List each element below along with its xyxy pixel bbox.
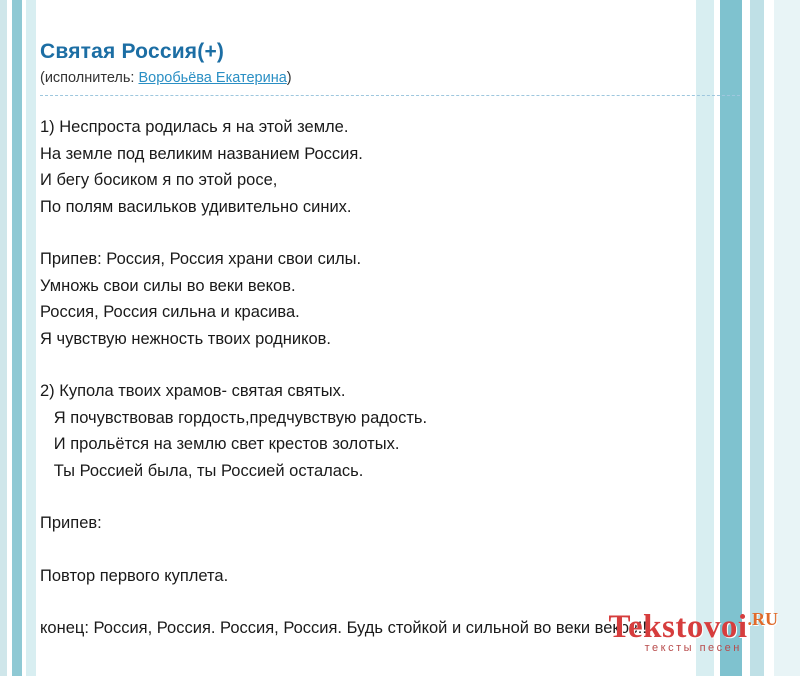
lyric-line: конец: Россия, Россия. Россия, Россия. Будь стойкой и сильной во веки веков!! (40, 619, 647, 637)
lyric-line (40, 484, 770, 510)
lyric-line: Я чувствую нежность твоих родников. (40, 329, 332, 348)
lyric-line: Я почувствовав гордость,предчувствую радость. (40, 408, 428, 427)
performer-prefix-label: (исполнитель: (40, 70, 139, 86)
lyric-line (40, 352, 770, 378)
lyric-line: 1) Неспроста родилась я на этой земле. (40, 118, 349, 136)
lyric-line: Россия, Россия сильна и красива. (40, 303, 300, 321)
lyric-line: Умножь свои силы во веки веков. (40, 276, 296, 295)
lyric-line: Повтор первого куплета. (40, 566, 229, 585)
lyric-line (40, 537, 770, 563)
performer-line (40, 70, 740, 96)
watermark-name-text: Tekstovoi (608, 609, 748, 645)
decor-stripe (0, 0, 7, 676)
lyric-line: 2) Купола твоих храмов- святая святых. (40, 382, 346, 400)
lyric-line: И бегу босиком я по этой росе, (40, 171, 278, 189)
decor-stripe (26, 0, 36, 676)
lyrics-body (40, 114, 770, 642)
performer-link[interactable]: Воробьёва Екатерина (138, 70, 287, 86)
performer-suffix-label: ) (286, 70, 292, 86)
decor-stripe (774, 0, 800, 676)
lyric-line: На земле под великим названием Россия. (40, 144, 363, 163)
watermark-name (609, 602, 778, 644)
decorative-stripes-left (0, 0, 36, 676)
lyric-line: Ты Россией была, ты Россией осталась. (40, 461, 364, 480)
lyrics-content (40, 40, 770, 642)
page-title: Святая Россия(+) (40, 40, 225, 63)
lyric-line: По полям васильков удивительно синих. (40, 197, 352, 216)
lyric-line: И прольётся на землю свет крестов золотых. (40, 435, 400, 453)
watermark-domain-text: .RU (747, 609, 778, 629)
watermark-tagline: тексты песен (644, 642, 742, 654)
lyric-line: Припев: Россия, Россия храни свои силы. (40, 250, 362, 268)
lyric-line: Припев: (40, 514, 102, 532)
decor-stripe (12, 0, 22, 676)
lyric-line (40, 220, 770, 246)
site-watermark (609, 602, 778, 654)
